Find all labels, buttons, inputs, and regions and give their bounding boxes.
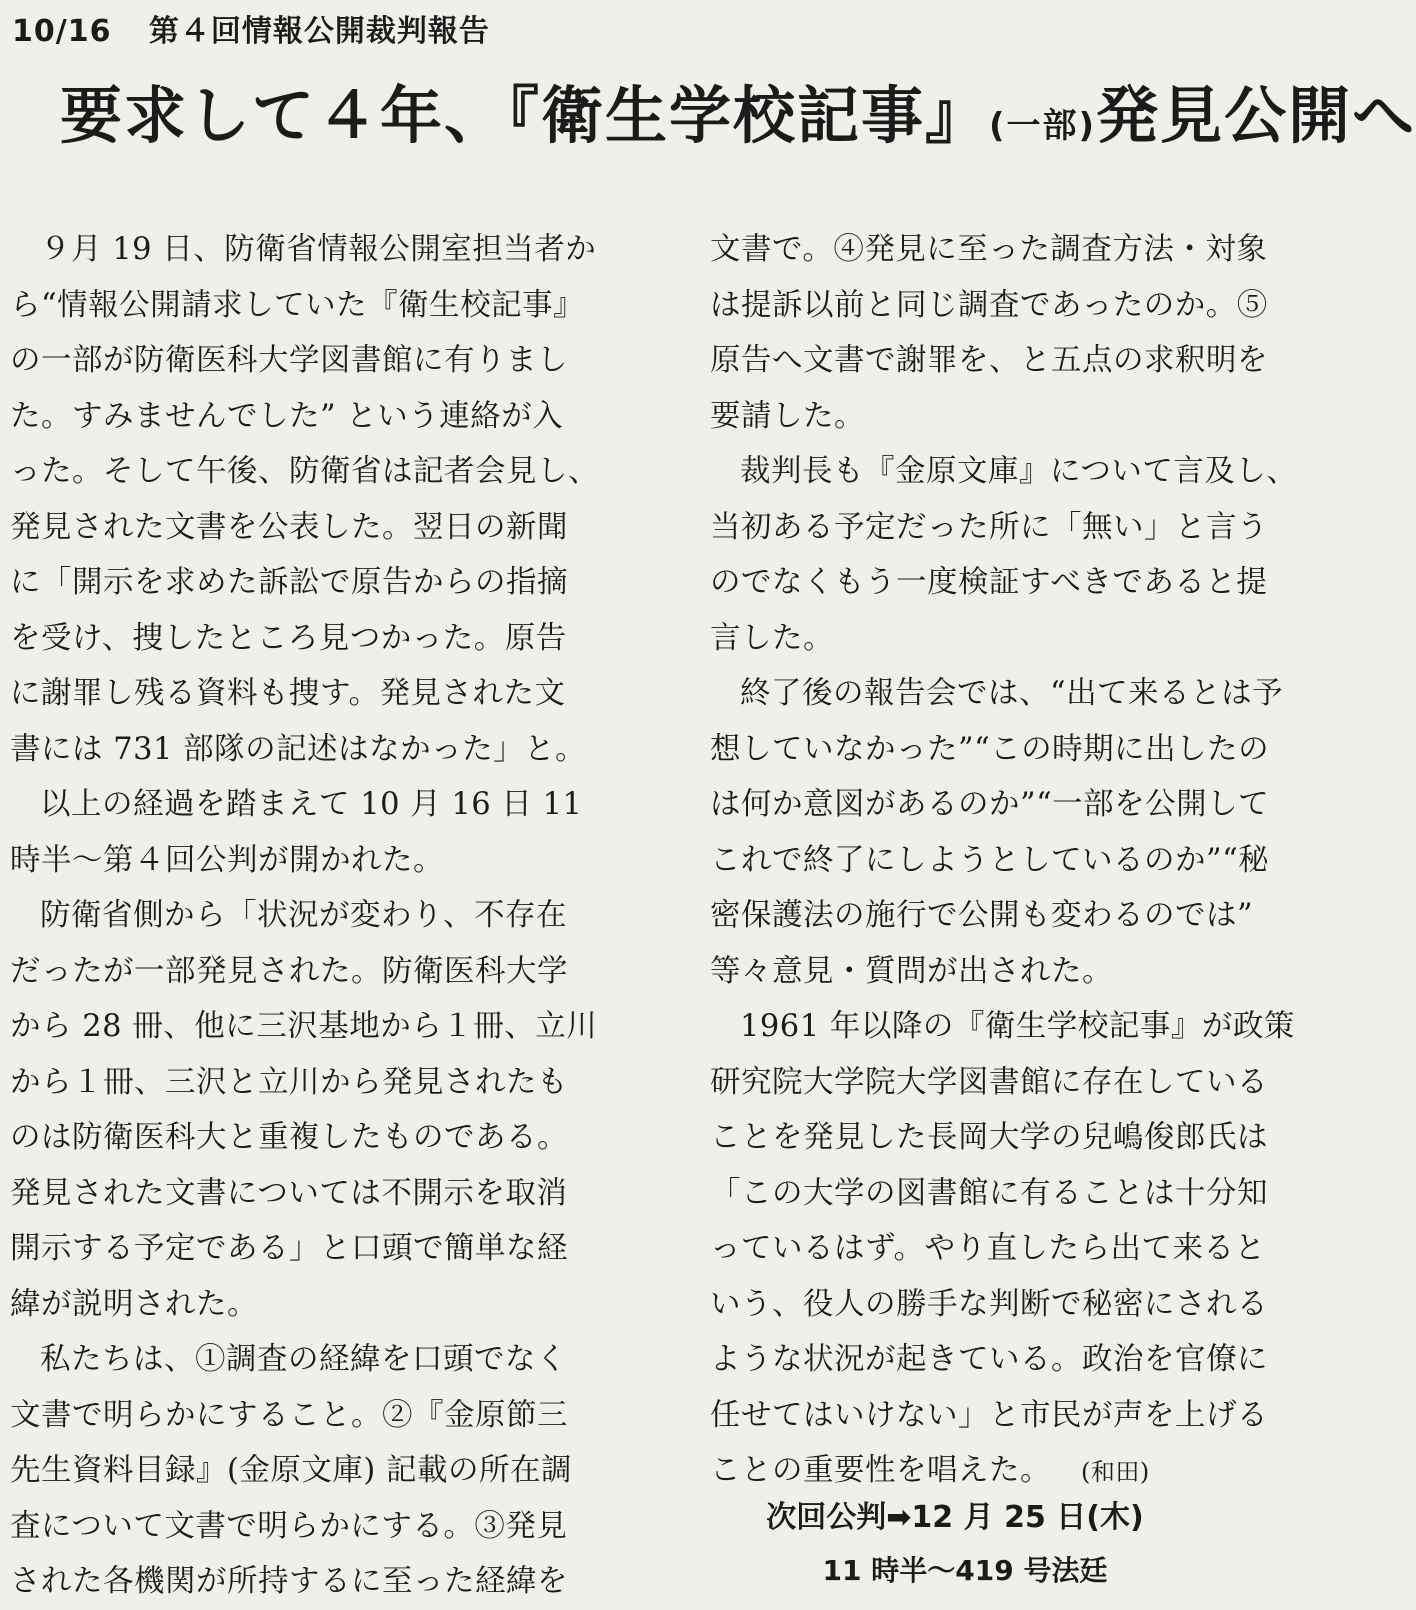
report-header (12, 6, 490, 50)
right-line: 原告へ文書で謝罪を、と五点の求釈明を (710, 343, 1268, 378)
left-line: から 28 冊、他に三沢基地から１冊、立川 (10, 1009, 598, 1044)
left-line: ９月 19 日、防衛省情報公開室担当者か (40, 232, 597, 267)
right-line: ような状況が起きている。政治を官僚に (710, 1342, 1268, 1377)
left-line: に謝罪し残る資料も捜す。発見された文 (10, 676, 566, 711)
right-column (710, 222, 1350, 1499)
right-line: 研究院大学院大学図書館に存在している (710, 1064, 1268, 1100)
headline-main-before: 要求して４年、『衛生学校記事』 (60, 79, 990, 152)
left-line: 文書で明らかにすること。②『金原節三 (10, 1397, 568, 1433)
left-line: のは防衛医科大と重複したものである。 (10, 1120, 568, 1155)
left-line: に「開示を求めた訴訟で原告からの指摘 (10, 565, 568, 600)
left-line: から１冊、三沢と立川から発見されたも (10, 1064, 568, 1100)
left-line: 発見された文書を公表した。翌日の新聞 (10, 509, 568, 545)
next-hearing-info (710, 1490, 1350, 1596)
left-line: された各機関が所持するに至った経緯を (10, 1564, 568, 1599)
right-line: ことを発見した長岡大学の兒嶋俊郎氏は (710, 1120, 1268, 1155)
left-line: た。すみませんでした” という連絡が入 (10, 398, 564, 434)
left-line: を受け、捜したところ見つかった。原告 (10, 620, 567, 656)
right-line-text: ことの重要性を唱えた。 (710, 1453, 1051, 1488)
right-line: 1961 年以降の『衛生学校記事』が政策 (740, 1009, 1295, 1044)
left-line: 書には 731 部隊の記述はなかった」と。 (10, 731, 587, 767)
left-line: 査について文書で明らかにする。③発見 (10, 1508, 568, 1544)
right-line: 文書で。④発見に至った調査方法・対象 (710, 232, 1268, 267)
right-line: 等々意見・質問が出された。 (710, 953, 1113, 989)
left-column (10, 222, 640, 1610)
headline (60, 66, 1416, 176)
left-line: 私たちは、①調査の経緯を口頭でなく (40, 1342, 567, 1377)
right-line: 言した。 (710, 620, 834, 656)
right-line: っているはず。やり直したら出て来ると (710, 1231, 1266, 1266)
left-line: ら“情報公開請求していた『衛生校記事』 (10, 287, 585, 323)
right-line: 「この大学の図書館に有ることは十分知 (710, 1175, 1268, 1211)
right-line: 要請した。 (710, 398, 865, 434)
right-line: これで終了にしようとしているのか”“秘 (710, 842, 1270, 878)
left-line: 発見された文書については不開示を取消 (10, 1175, 568, 1211)
right-line: 想していなかった”“この時期に出したの (710, 731, 1270, 767)
next-hearing-place: 11 時半～419 号法廷 (822, 1554, 1108, 1587)
left-line: 防衛省側から「状況が変わり、不存在 (40, 898, 567, 933)
right-line: 任せてはいけない」と市民が声を上げる (710, 1397, 1268, 1433)
right-line: は何か意図があるのか”“一部を公開して (710, 787, 1270, 822)
left-line: った。そして午後、防衛省は記者会見し、 (10, 454, 599, 489)
headline-main-after: 発見公開へ (1096, 79, 1416, 152)
right-line: 裁判長も『金原文庫』について言及し、 (740, 454, 1298, 489)
headline-small: (一部) (989, 106, 1097, 146)
left-line: だったが一部発見された。防衛医科大学 (10, 953, 568, 989)
left-line: 緯が説明された。 (10, 1286, 258, 1322)
right-line: 終了後の報告会では、“出て来るとは予 (740, 676, 1284, 711)
left-line: 以上の経過を踏まえて 10 月 16 日 11 (40, 787, 583, 822)
report-label: 第４回情報公開裁判報告 (148, 14, 490, 49)
author-signature: (和田) (1081, 1458, 1150, 1486)
left-line: 開示する予定である」と口頭で簡単な経 (10, 1231, 568, 1266)
report-date: 10/16 (12, 14, 112, 49)
next-hearing-date: 次回公判➡12 月 25 日(木) (766, 1500, 1144, 1535)
left-line: 時半～第４回公判が開かれた。 (10, 842, 444, 878)
right-line: 密保護法の施行で公開も変わるのでは” (710, 898, 1254, 933)
right-line: いう、役人の勝手な判断で秘密にされる (710, 1286, 1268, 1322)
right-line: のでなくもう一度検証すべきであると提 (710, 565, 1268, 600)
left-line: の一部が防衛医科大学図書館に有りまし (10, 343, 568, 378)
right-line: 当初ある予定だった所に「無い」と言う (710, 509, 1268, 545)
right-line: は提訴以前と同じ調査であったのか。⑤ (710, 287, 1268, 323)
left-line: 先生資料目録』(金原文庫) 記載の所在調 (10, 1453, 572, 1488)
